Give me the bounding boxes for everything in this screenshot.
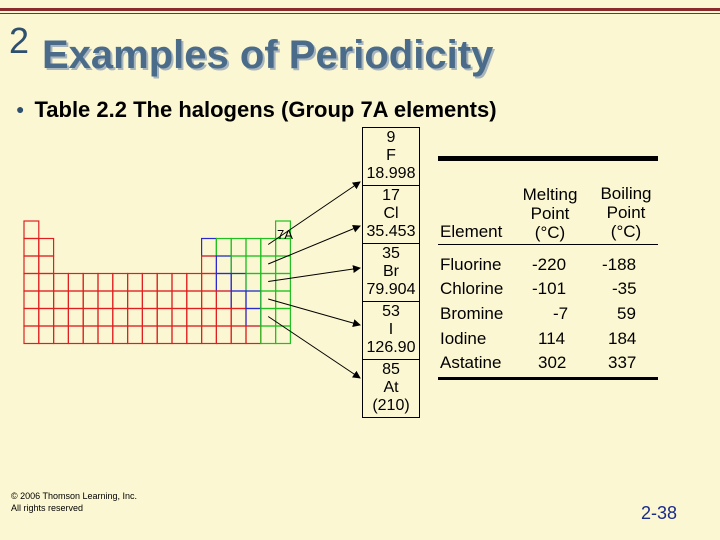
periodic-cell bbox=[142, 326, 157, 344]
periodic-cell bbox=[261, 326, 276, 344]
periodic-cell bbox=[68, 291, 83, 309]
element-symbol: I bbox=[388, 321, 394, 338]
periodic-cell bbox=[216, 326, 231, 344]
element-cell-iodine bbox=[363, 302, 419, 360]
element-cell-fluorine bbox=[363, 128, 419, 186]
periodic-cell bbox=[113, 291, 128, 309]
element-cell-bromine bbox=[363, 244, 419, 302]
periodic-cell bbox=[276, 291, 291, 309]
periodic-cell bbox=[54, 274, 69, 292]
pointer-arrow bbox=[268, 268, 360, 282]
atomic-number: 9 bbox=[386, 129, 396, 146]
atomic-mass: 126.90 bbox=[366, 339, 416, 356]
periodic-cell bbox=[54, 326, 69, 344]
atomic-number: 17 bbox=[382, 187, 400, 204]
atomic-number: 85 bbox=[382, 361, 400, 378]
periodic-cell bbox=[24, 221, 39, 239]
periodic-cell bbox=[142, 291, 157, 309]
periodic-cell bbox=[231, 309, 246, 327]
periodic-cell bbox=[68, 274, 83, 292]
periodic-cell bbox=[142, 274, 157, 292]
cell-element: Fluorine bbox=[440, 255, 502, 274]
periodic-cell bbox=[68, 326, 83, 344]
periodic-cell bbox=[157, 291, 172, 309]
atomic-number: 53 bbox=[382, 303, 400, 320]
periodic-cell bbox=[24, 309, 39, 327]
periodic-cell bbox=[24, 274, 39, 292]
cell-boiling: 337 bbox=[608, 353, 637, 372]
cell-element: Chlorine bbox=[440, 279, 504, 298]
element-cell-astatine bbox=[363, 360, 419, 418]
periodic-cell bbox=[157, 326, 172, 344]
periodic-cell bbox=[83, 274, 98, 292]
periodic-cell bbox=[113, 309, 128, 327]
page-number: 2-38 bbox=[641, 503, 678, 523]
periodic-cell bbox=[39, 239, 54, 257]
halogen-element-stack bbox=[362, 127, 420, 418]
periodic-cell bbox=[83, 309, 98, 327]
periodic-cell bbox=[216, 239, 231, 257]
periodic-cell bbox=[39, 291, 54, 309]
periodic-cell bbox=[172, 309, 187, 327]
cell-boiling: -35 bbox=[612, 279, 637, 298]
periodic-cell bbox=[128, 274, 143, 292]
periodic-cell bbox=[246, 309, 261, 327]
cell-melting: -101 bbox=[532, 279, 567, 298]
periodic-cell bbox=[187, 326, 202, 344]
periodic-cell bbox=[187, 274, 202, 292]
bullet-text: Table 2.2 The halogens (Group 7A elements) bbox=[34, 97, 497, 122]
periodic-cell bbox=[113, 326, 128, 344]
table-rule-bottom bbox=[438, 377, 658, 380]
pointer-arrow bbox=[268, 317, 360, 379]
periodic-cell bbox=[157, 309, 172, 327]
periodic-cell bbox=[187, 309, 202, 327]
periodic-cell bbox=[128, 326, 143, 344]
atomic-mass: (210) bbox=[372, 397, 410, 414]
periodic-cell bbox=[261, 291, 276, 309]
periodic-cell bbox=[231, 274, 246, 292]
cell-element: Bromine bbox=[440, 304, 504, 323]
periodic-cell bbox=[128, 291, 143, 309]
periodic-cell bbox=[157, 274, 172, 292]
periodic-cell bbox=[246, 326, 261, 344]
element-symbol: Cl bbox=[383, 205, 399, 222]
cell-melting: 302 bbox=[538, 353, 567, 372]
periodic-cell bbox=[202, 326, 217, 344]
atomic-mass: 35.453 bbox=[366, 223, 416, 240]
atomic-mass: 79.904 bbox=[366, 281, 416, 298]
periodic-cell bbox=[54, 291, 69, 309]
periodic-cell bbox=[231, 239, 246, 257]
element-cell-chlorine bbox=[363, 186, 419, 244]
periodic-cell bbox=[202, 309, 217, 327]
bullet-icon: ● bbox=[16, 101, 25, 117]
cell-boiling: -188 bbox=[602, 255, 637, 274]
cell-melting: -7 bbox=[553, 304, 569, 323]
periodic-cell bbox=[39, 274, 54, 292]
cell-element: Iodine bbox=[440, 329, 487, 348]
periodic-cell bbox=[202, 256, 217, 274]
periodic-cell bbox=[83, 326, 98, 344]
periodic-cell bbox=[246, 274, 261, 292]
periodic-cell bbox=[39, 256, 54, 274]
table-rule-header bbox=[438, 244, 658, 245]
header-element: Element bbox=[440, 222, 503, 241]
element-symbol: F bbox=[386, 147, 396, 164]
atomic-mass: 18.998 bbox=[366, 165, 416, 182]
periodic-cell bbox=[216, 274, 231, 292]
table-rule-top bbox=[438, 156, 658, 161]
periodic-cell bbox=[246, 239, 261, 257]
periodic-cell bbox=[68, 309, 83, 327]
periodic-cell bbox=[231, 256, 246, 274]
periodic-cell bbox=[276, 274, 291, 292]
periodic-cell bbox=[98, 309, 113, 327]
periodic-cell bbox=[202, 274, 217, 292]
periodic-cell bbox=[276, 256, 291, 274]
cell-melting: 114 bbox=[538, 329, 566, 348]
periodic-cell bbox=[231, 326, 246, 344]
periodic-cell bbox=[276, 326, 291, 344]
periodic-cell bbox=[98, 291, 113, 309]
cell-element: Astatine bbox=[440, 353, 502, 372]
cell-boiling: 184 bbox=[608, 329, 637, 348]
cell-boiling: 59 bbox=[617, 304, 636, 323]
periodic-cell bbox=[216, 291, 231, 309]
periodic-cell bbox=[24, 256, 39, 274]
group-label: 7A bbox=[277, 227, 293, 242]
chapter-number: 2 bbox=[9, 20, 30, 61]
periodic-cell bbox=[202, 239, 217, 257]
periodic-cell bbox=[54, 309, 69, 327]
periodic-cell bbox=[246, 256, 261, 274]
cell-melting: -220 bbox=[532, 255, 567, 274]
periodic-cell bbox=[261, 274, 276, 292]
periodic-cell bbox=[83, 291, 98, 309]
periodic-cell bbox=[172, 291, 187, 309]
periodic-cell bbox=[216, 256, 231, 274]
periodic-cell bbox=[24, 291, 39, 309]
periodic-cell bbox=[113, 274, 128, 292]
periodic-cell bbox=[172, 274, 187, 292]
periodic-cell bbox=[231, 291, 246, 309]
periodic-cell bbox=[24, 239, 39, 257]
periodic-cell bbox=[202, 291, 217, 309]
periodic-cell bbox=[216, 309, 231, 327]
periodic-cell bbox=[98, 326, 113, 344]
header-melting-point: Melting Point (°C) bbox=[522, 185, 578, 242]
periodic-cell bbox=[261, 256, 276, 274]
periodic-cell bbox=[261, 309, 276, 327]
atomic-number: 35 bbox=[382, 245, 400, 262]
slide-title: Examples of Periodicity bbox=[42, 33, 494, 77]
periodic-cell bbox=[98, 274, 113, 292]
periodic-cell bbox=[187, 291, 202, 309]
periodic-cell bbox=[172, 326, 187, 344]
element-symbol: Br bbox=[383, 263, 399, 280]
copyright: © 2006 Thomson Learning, Inc. All rights reserved bbox=[11, 491, 138, 513]
pointer-arrow bbox=[268, 299, 360, 325]
periodic-cell bbox=[128, 309, 143, 327]
periodic-cell bbox=[246, 291, 261, 309]
header-boiling-point: Boiling Point (°C) bbox=[600, 184, 652, 241]
periodic-cell bbox=[142, 309, 157, 327]
periodic-cell bbox=[24, 326, 39, 344]
element-symbol: At bbox=[383, 379, 399, 396]
periodic-cell bbox=[39, 309, 54, 327]
periodic-cell bbox=[39, 326, 54, 344]
